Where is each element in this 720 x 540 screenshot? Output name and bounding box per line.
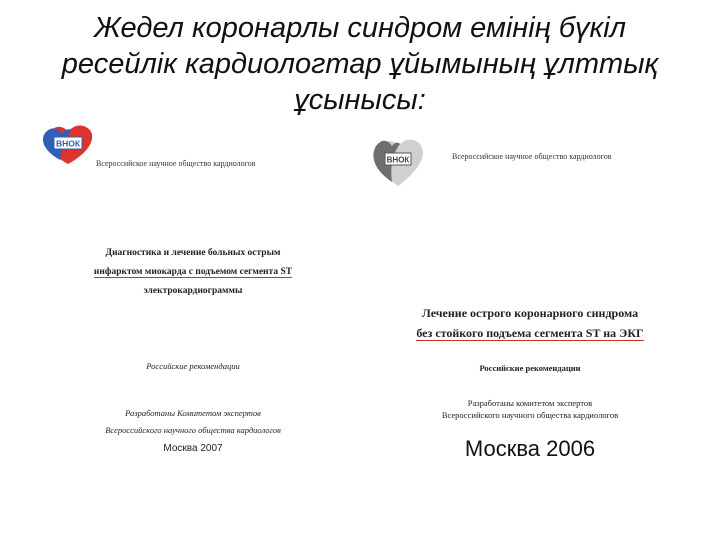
logo-text-grey: ВНОК xyxy=(386,155,410,165)
slide-title xyxy=(20,10,700,118)
city-year-right: Москва 2006 xyxy=(464,436,596,461)
heading-left-line-3: электрокардиограммы xyxy=(143,286,243,296)
title-line-1: Жедел коронарлы синдром емінің бүкіл xyxy=(93,12,627,44)
heading-left-line-2-wrap xyxy=(62,263,324,282)
subtitle-right: Российские рекомендации xyxy=(479,363,581,373)
vnok-heart-logo-color xyxy=(38,120,98,166)
title-line-2: ресейлік кардиологтар ұйымының ұлттық xyxy=(61,48,659,80)
subtitle-left: Российские рекомендации xyxy=(146,361,240,371)
heading-left-line-1: Диагностика и лечение больных острым xyxy=(105,248,281,258)
heading-left-line-2: инфарктом миокарда с подъемом сегмента ST xyxy=(93,267,293,277)
developers-left xyxy=(62,405,324,439)
developers-left-line-2: Всероссийского научного общества кардиологов xyxy=(105,425,281,435)
heading-right-line-1: Лечение острого коронарного синдрома xyxy=(421,306,639,320)
developers-right-line-2: Всероссийского научного общества кардиологов xyxy=(441,410,619,420)
developers-right-line-1: Разработаны комитетом экспертов xyxy=(467,398,593,408)
logo-text: ВНОК xyxy=(55,138,81,149)
city-year-left: Москва 2007 xyxy=(163,443,223,454)
society-name-right: Всероссийское научное общество кардиологов xyxy=(452,152,612,161)
developers-left-line-1: Разработаны Комитетом экспертов xyxy=(125,408,261,418)
title-line-3: ұсынысы: xyxy=(294,84,426,116)
developers-right xyxy=(360,397,700,421)
heading-right xyxy=(360,303,700,343)
heading-right-line-2-wrap xyxy=(360,323,700,343)
heading-left xyxy=(62,244,324,301)
society-name-left: Всероссийское научное общество кардиологов xyxy=(96,159,256,168)
vnok-heart-logo-grey xyxy=(368,130,428,190)
heading-right-line-2: без стойкого подъема сегмента ST на ЭКГ xyxy=(416,326,644,340)
